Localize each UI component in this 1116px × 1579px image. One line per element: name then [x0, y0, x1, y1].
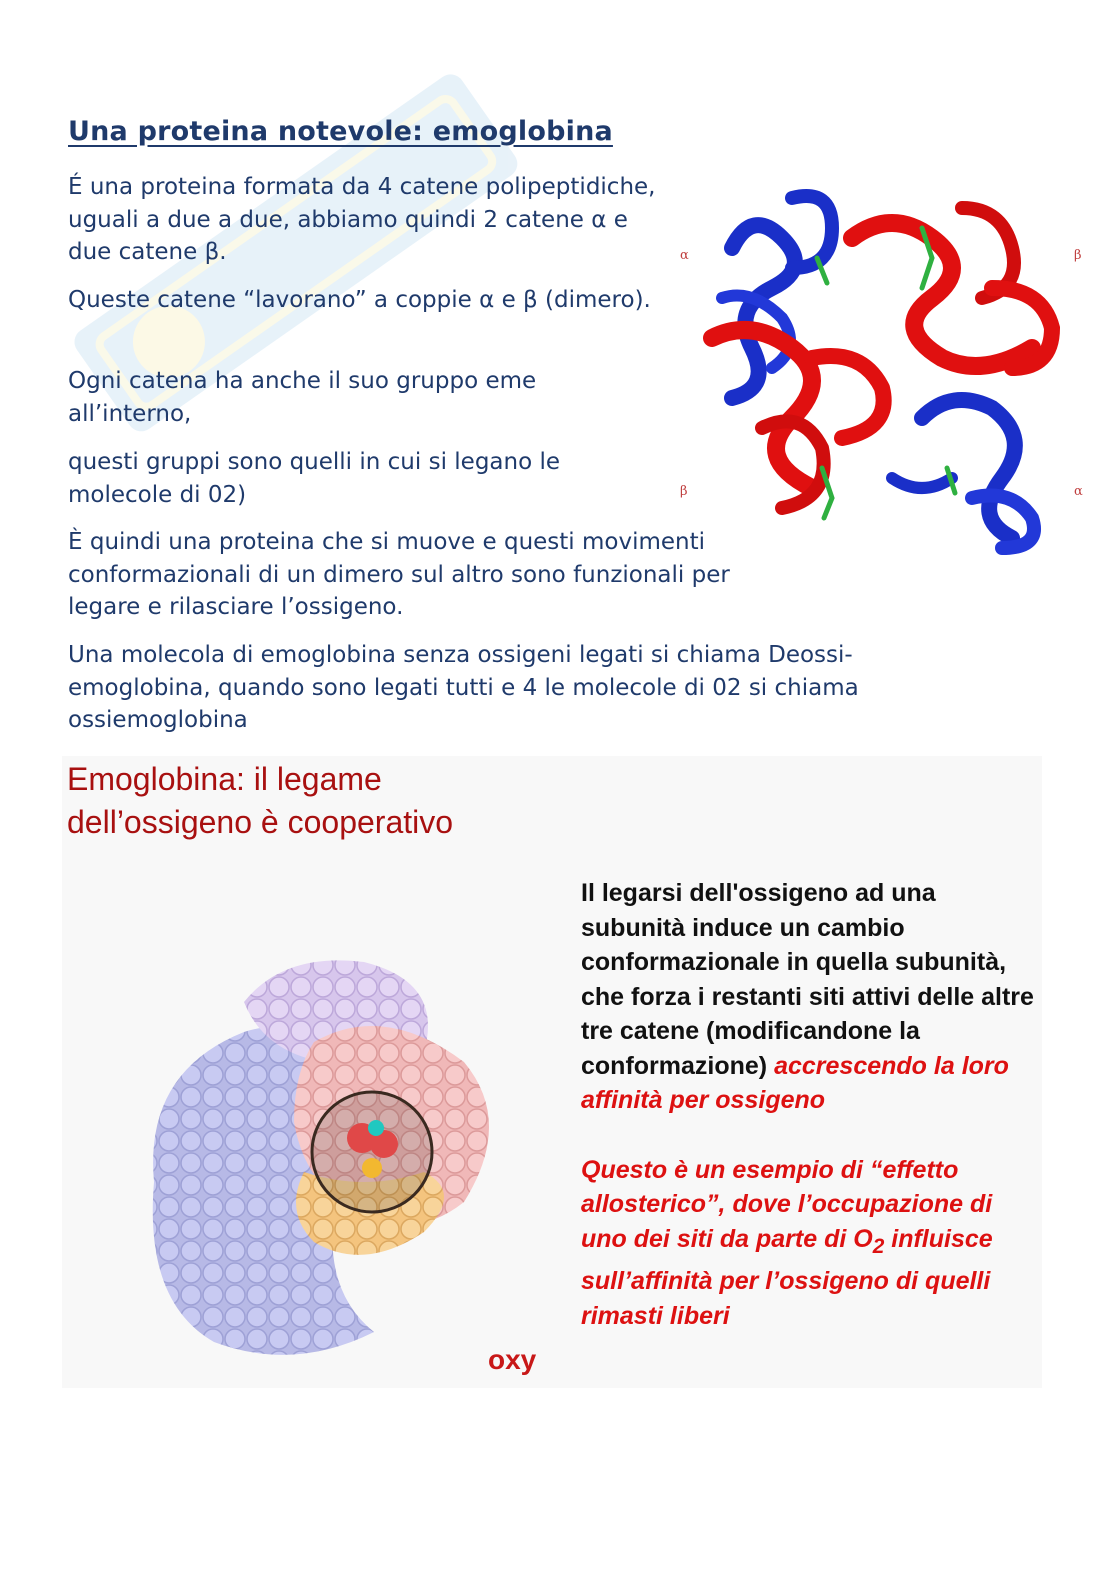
label-beta-bottom: β — [680, 484, 688, 499]
slide-title — [67, 758, 453, 844]
image-caption-oxy: oxy — [488, 1344, 537, 1375]
space-filling-model — [114, 932, 554, 1372]
label-beta-top: β — [1074, 248, 1082, 263]
paragraph-binding: questi gruppi sono quelli in cui si legano le molecole di 02) — [68, 449, 561, 508]
cooperative-binding-slide — [62, 756, 1042, 1388]
label-alpha-top: α — [680, 248, 689, 263]
ribbon-illustration — [672, 178, 1092, 568]
explanation-paragraph — [581, 876, 1037, 1118]
paragraph-dimer: Queste catene “lavorano” a coppie α e β (dimero). — [68, 287, 651, 313]
explanation-text: Il legarsi dell'ossigeno ad una subunità induce un cambio conformazionale in quella subunità, che forza i restanti siti attivi delle altre tre catene (modificandone la conformazione) — [581, 879, 1034, 1080]
slide-title-line1: Emoglobina: il legame — [67, 761, 382, 797]
slide-explanation — [581, 876, 1037, 1333]
allosteric-text-end: influisce sull’affinità per l’ossigeno di quelli rimasti liberi — [581, 1224, 993, 1330]
allosteric-paragraph — [581, 1153, 1037, 1334]
slide-title-line2: dell’ossigeno è cooperativo — [67, 804, 454, 840]
paragraph-movement: È quindi una proteina che si muove e questi movimenti conformazionali di un dimero sul altro sono funzionali per legare e rilasciare l’ossigeno. — [68, 529, 730, 620]
o2-subscript: 2 — [872, 1234, 885, 1258]
label-alpha-bottom: α — [1074, 484, 1083, 499]
page-heading: Una proteina notevole: emoglobina — [68, 116, 613, 147]
paragraph-chains: É una proteina formata da 4 catene polipeptidiche, uguali a due a due, abbiamo quindi 2 catene α e due catene β. — [68, 174, 656, 265]
explanation-emphasis: accrescendo la loro affinità per ossigeno — [581, 1051, 1009, 1114]
paragraph-heme: Ogni catena ha anche il suo gruppo eme all’interno, — [68, 368, 537, 427]
allosteric-text-start: Questo è un esempio di “effetto allosterico”, dove l’occupazione di uno dei siti da parte di O — [581, 1155, 993, 1253]
hemoglobin-ribbon-figure — [672, 178, 1092, 568]
paragraph-definitions: Una molecola di emoglobina senza ossigeni legati si chiama Deossi-emoglobina, quando sono legati tutti e 4 le molecole di 02 si chiama ossiemoglobina — [68, 642, 859, 733]
